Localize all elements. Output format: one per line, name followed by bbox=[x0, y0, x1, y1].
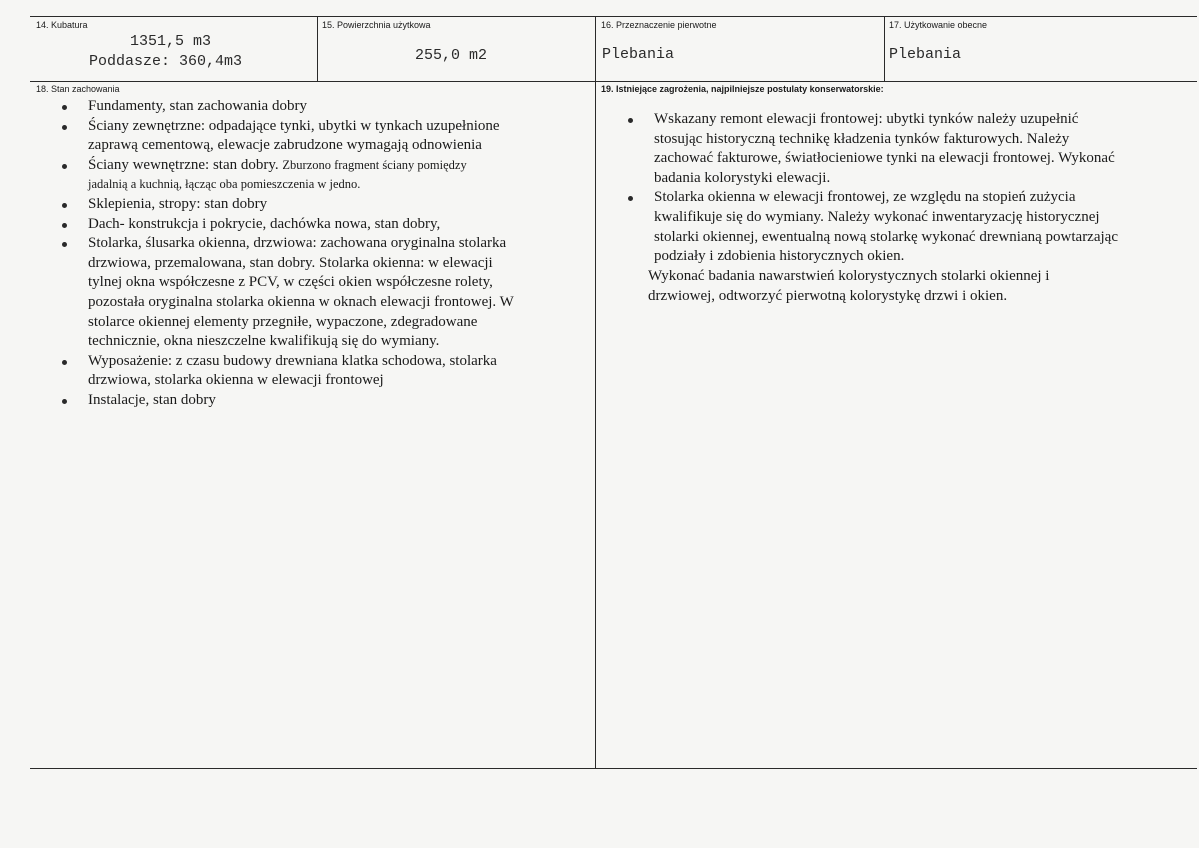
powierzchnia-label: 15. Powierzchnia użytkowa bbox=[322, 20, 431, 30]
list-item: Wyposażenie: z czasu budowy drewniana klatka schodowa, stolarka drzwiowa, stolarka okienna w elewacji frontowej bbox=[32, 352, 592, 391]
uzytkowanie-value: Plebania bbox=[889, 46, 962, 63]
zagrozenia-tail: Wykonać badania nawarstwień kolorystycznych stolarki okiennej i drzwiowej, odtworzyć pierwotną kolorystykę drzwi i okien. bbox=[648, 268, 1050, 304]
przeznaczenie-value: Plebania bbox=[602, 46, 675, 63]
bullet-icon bbox=[62, 125, 67, 130]
kubatura-label: 14. Kubatura bbox=[36, 20, 88, 30]
bullet-icon bbox=[62, 399, 67, 404]
kubatura-value: 1351,5 m3 bbox=[130, 33, 212, 50]
list-item: Instalacje, stan dobry bbox=[32, 391, 592, 411]
zagrozenia-list bbox=[598, 110, 1196, 267]
bullet-icon bbox=[62, 105, 67, 110]
uzytkowanie-label: 17. Użytkowanie obecne bbox=[889, 20, 988, 30]
col-divider-1 bbox=[317, 16, 318, 82]
list-item: Ściany zewnętrzne: odpadające tynki, ubytki w tynkach uzupełnione zaprawą cementową, elewacje zabrudzone wymagają odnowienia bbox=[32, 117, 592, 156]
list-item: Fundamenty, stan zachowania dobry bbox=[32, 97, 592, 117]
bullet-icon bbox=[62, 360, 67, 365]
bottom-border bbox=[30, 768, 1197, 769]
bullet-icon bbox=[62, 203, 67, 208]
list-item: Stolarka okienna w elewacji frontowej, ze względu na stopień zużycia kwalifikuje się do wymiany. Należy wykonać inwentaryzację historycznej stolarki okiennej, ewentualną nową stolarkę wykonać drewnianą powtarzając podziały i zdobienia historycznych okien. bbox=[598, 188, 1196, 266]
zagrozenia-label: 19. Istniejące zagrożenia, najpilniejsze postulaty konserwatorskie: bbox=[601, 84, 884, 94]
col-divider-2 bbox=[595, 16, 596, 769]
list-item: Ściany wewnętrzne: stan dobry. Zburzono fragment ściany pomiędzy jadalnią a kuchnią, łącząc oba pomieszczenia w jedno. bbox=[32, 156, 592, 195]
poddasze-value: Poddasze: 360,4m3 bbox=[89, 53, 243, 70]
row-divider bbox=[30, 81, 1197, 82]
bullet-icon bbox=[628, 196, 633, 201]
list-item: Stolarka, ślusarka okienna, drzwiowa: zachowana oryginalna stolarka drzwiowa, przemalowana, stan dobry. Stolarka okienna: w elewacji tylnej okna współczesne z PCV, w części okien współczesne rolety, pozostała oryginalna stolarka okienna w oknach elewacji frontowej. W stolarce okiennej elementy przegniłe, wypaczone, zdegradowane technicznie, okna nieszczelne kwalifikują się do wymiany. bbox=[32, 234, 592, 352]
bullet-icon bbox=[62, 164, 67, 169]
stan-label: 18. Stan zachowania bbox=[36, 84, 120, 94]
bullet-icon bbox=[628, 118, 633, 123]
col-divider-3 bbox=[884, 16, 885, 82]
powierzchnia-value: 255,0 m2 bbox=[415, 47, 488, 64]
bullet-icon bbox=[62, 223, 67, 228]
bullet-icon bbox=[62, 242, 67, 247]
list-item: Dach- konstrukcja i pokrycie, dachówka nowa, stan dobry, bbox=[32, 215, 592, 235]
przeznaczenie-label: 16. Przeznaczenie pierwotne bbox=[601, 20, 717, 30]
list-item: Sklepienia, stropy: stan dobry bbox=[32, 195, 592, 215]
top-border bbox=[30, 16, 1197, 17]
stan-list bbox=[32, 97, 592, 411]
list-item: Wskazany remont elewacji frontowej: ubytki tynków należy uzupełnić stosując historyczną technikę kładzenia tynków fakturowych. Należy zachować fakturowe, światłocieniowe tynki na elewacji frontowej. Wykonać badania kolorystyki elewacji. bbox=[598, 110, 1196, 188]
